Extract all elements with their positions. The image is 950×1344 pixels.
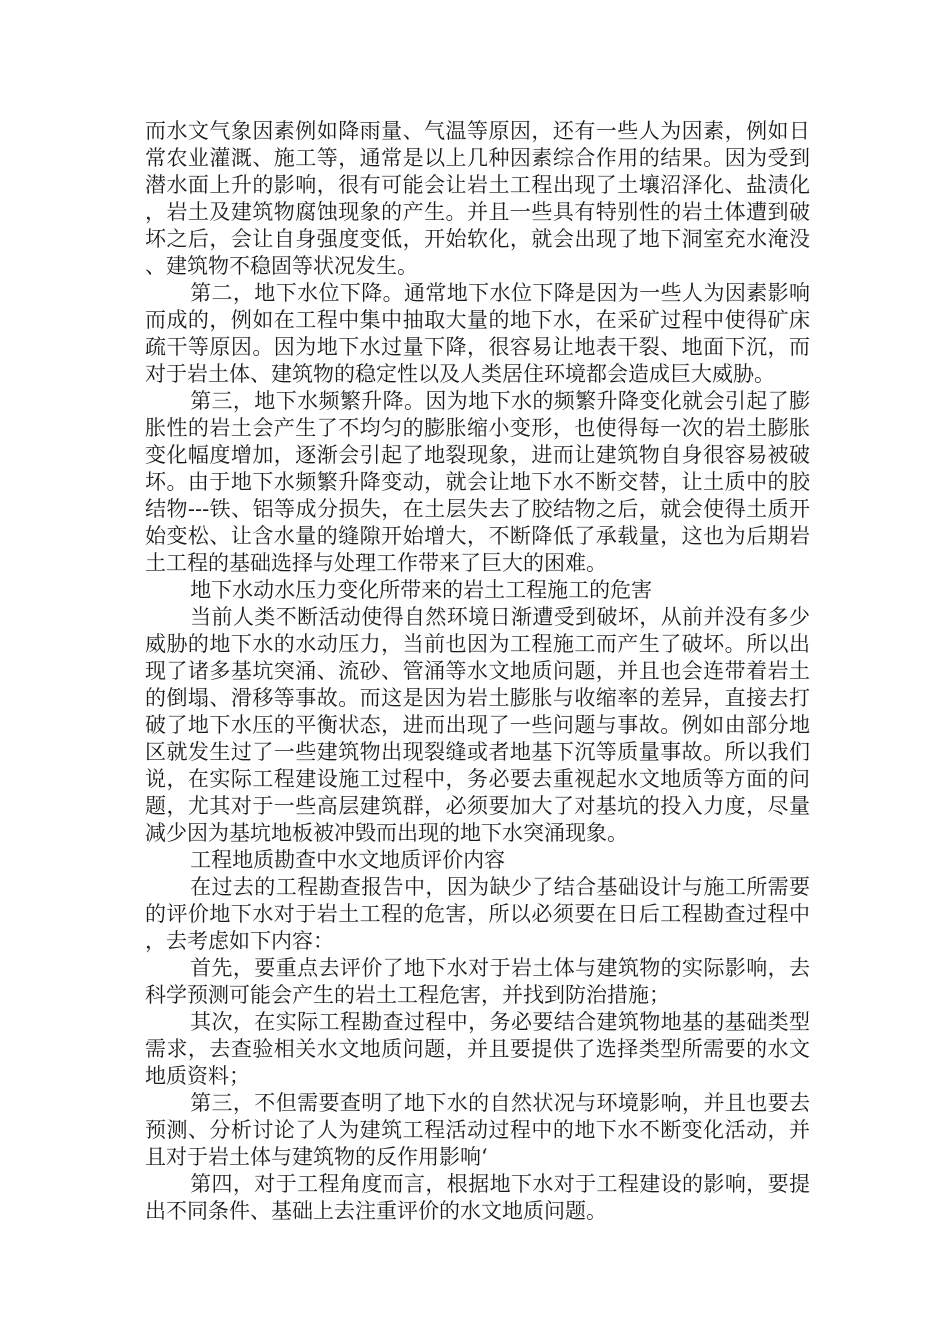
section-heading-hydrodynamic-pressure: 地下水动水压力变化所带来的岩土工程施工的危害 <box>190 578 653 602</box>
paragraph-evaluation-intro: 在过去的工程勘查报告中，因为缺少了结合基础设计与施工所需要的评价地下水对于岩土工程的危害，所以必须要在日后工程勘查过程中，去考虑如下内容： <box>145 875 810 953</box>
paragraph-hydrodynamic-pressure: 当前人类不断活动使得自然环境日渐遭受到破坏，从前并没有多少威胁的地下水的水动压力，当前也因为工程施工而产生了破坏。所以出现了诸多基坑突涌、流砂、管涌等水文地质问题，并且也会连带着岩土的倒塌、滑移等事故。而这是因为岩土膨胀与收缩率的差异，直接去打破了地下水压的平衡状态，进而出现了一些问题与事故。例如由部分地区就发生过了一些建筑物出现裂缝或者地基下沉等质量事故。所以我们说，在实际工程建设施工过程中，务必要去重视起水文地质等方面的问题，尤其对于一些高层建筑群，必须要加大了对基坑的投入力度，尽量减少因为基坑地板被冲毁而出现的地下水突涌现象。 <box>145 605 810 845</box>
section-heading-evaluation-content: 工程地质勘查中水文地质评价内容 <box>190 848 506 872</box>
paragraph-fourth-point: 第四，对于工程角度而言，根据地下水对于工程建设的影响，要提出不同条件、基础上去注重评价的水文地质问题。 <box>145 1172 810 1223</box>
paragraph-frequent-fluctuation: 第三，地下水频繁升降。因为地下水的频繁升降变化就会引起了膨胀性的岩土会产生了不均匀的膨胀缩小变形，也使得每一次的岩土膨胀变化幅度增加，逐渐会引起了地裂现象，进而让建筑物自身很容易被破坏。由于地下水频繁升降变动，就会让地下水不断交替，让土质中的胶结物---铁、铝等成分损失，在土层失去了胶结物之后，就会使得土质开始变松、让含水量的缝隙开始增大，不断降低了承载量，这也为后期岩土工程的基础选择与处理工作带来了巨大的困难。 <box>145 389 810 575</box>
paragraph-water-level-drop: 第二，地下水位下降。通常地下水位下降是因为一些人为因素影响而成的，例如在工程中集中抽取大量的地下水，在采矿过程中使得矿床疏干等原因。因为地下水过量下降，很容易让地表干裂、地面下沉，而对于岩土体、建筑物的稳定性以及人类居住环境都会造成巨大威胁。 <box>145 281 810 386</box>
paragraph-first-point: 首先，要重点去评价了地下水对于岩土体与建筑物的实际影响，去科学预测可能会产生的岩土工程危害，并找到防治措施； <box>145 956 810 1007</box>
paragraph-third-point: 第三，不但需要查明了地下水的自然状况与环境影响，并且也要去预测、分析讨论了人为建筑工程活动过程中的地下水不断变化活动，并且对于岩土体与建筑物的反作用影响‘ <box>145 1091 810 1169</box>
paragraph-continuation: 而水文气象因素例如降雨量、气温等原因，还有一些人为因素，例如日常农业灌溉、施工等，通常是以上几种因素综合作用的结果。因为受到潜水面上升的影响，很有可能会让岩土工程出现了土壤沼泽化、盐渍化，岩土及建筑物腐蚀现象的产生。并且一些具有特别性的岩土体遭到破坏之后，会让自身强度变低，开始软化，就会出现了地下洞室充水淹没、建筑物不稳固等状况发生。 <box>145 119 810 278</box>
document-page <box>145 118 810 1225</box>
paragraph-second-point: 其次，在实际工程勘查过程中，务必要结合建筑物地基的基础类型需求，去查验相关水文地质问题，并且要提供了选择类型所需要的水文地质资料； <box>145 1010 810 1088</box>
